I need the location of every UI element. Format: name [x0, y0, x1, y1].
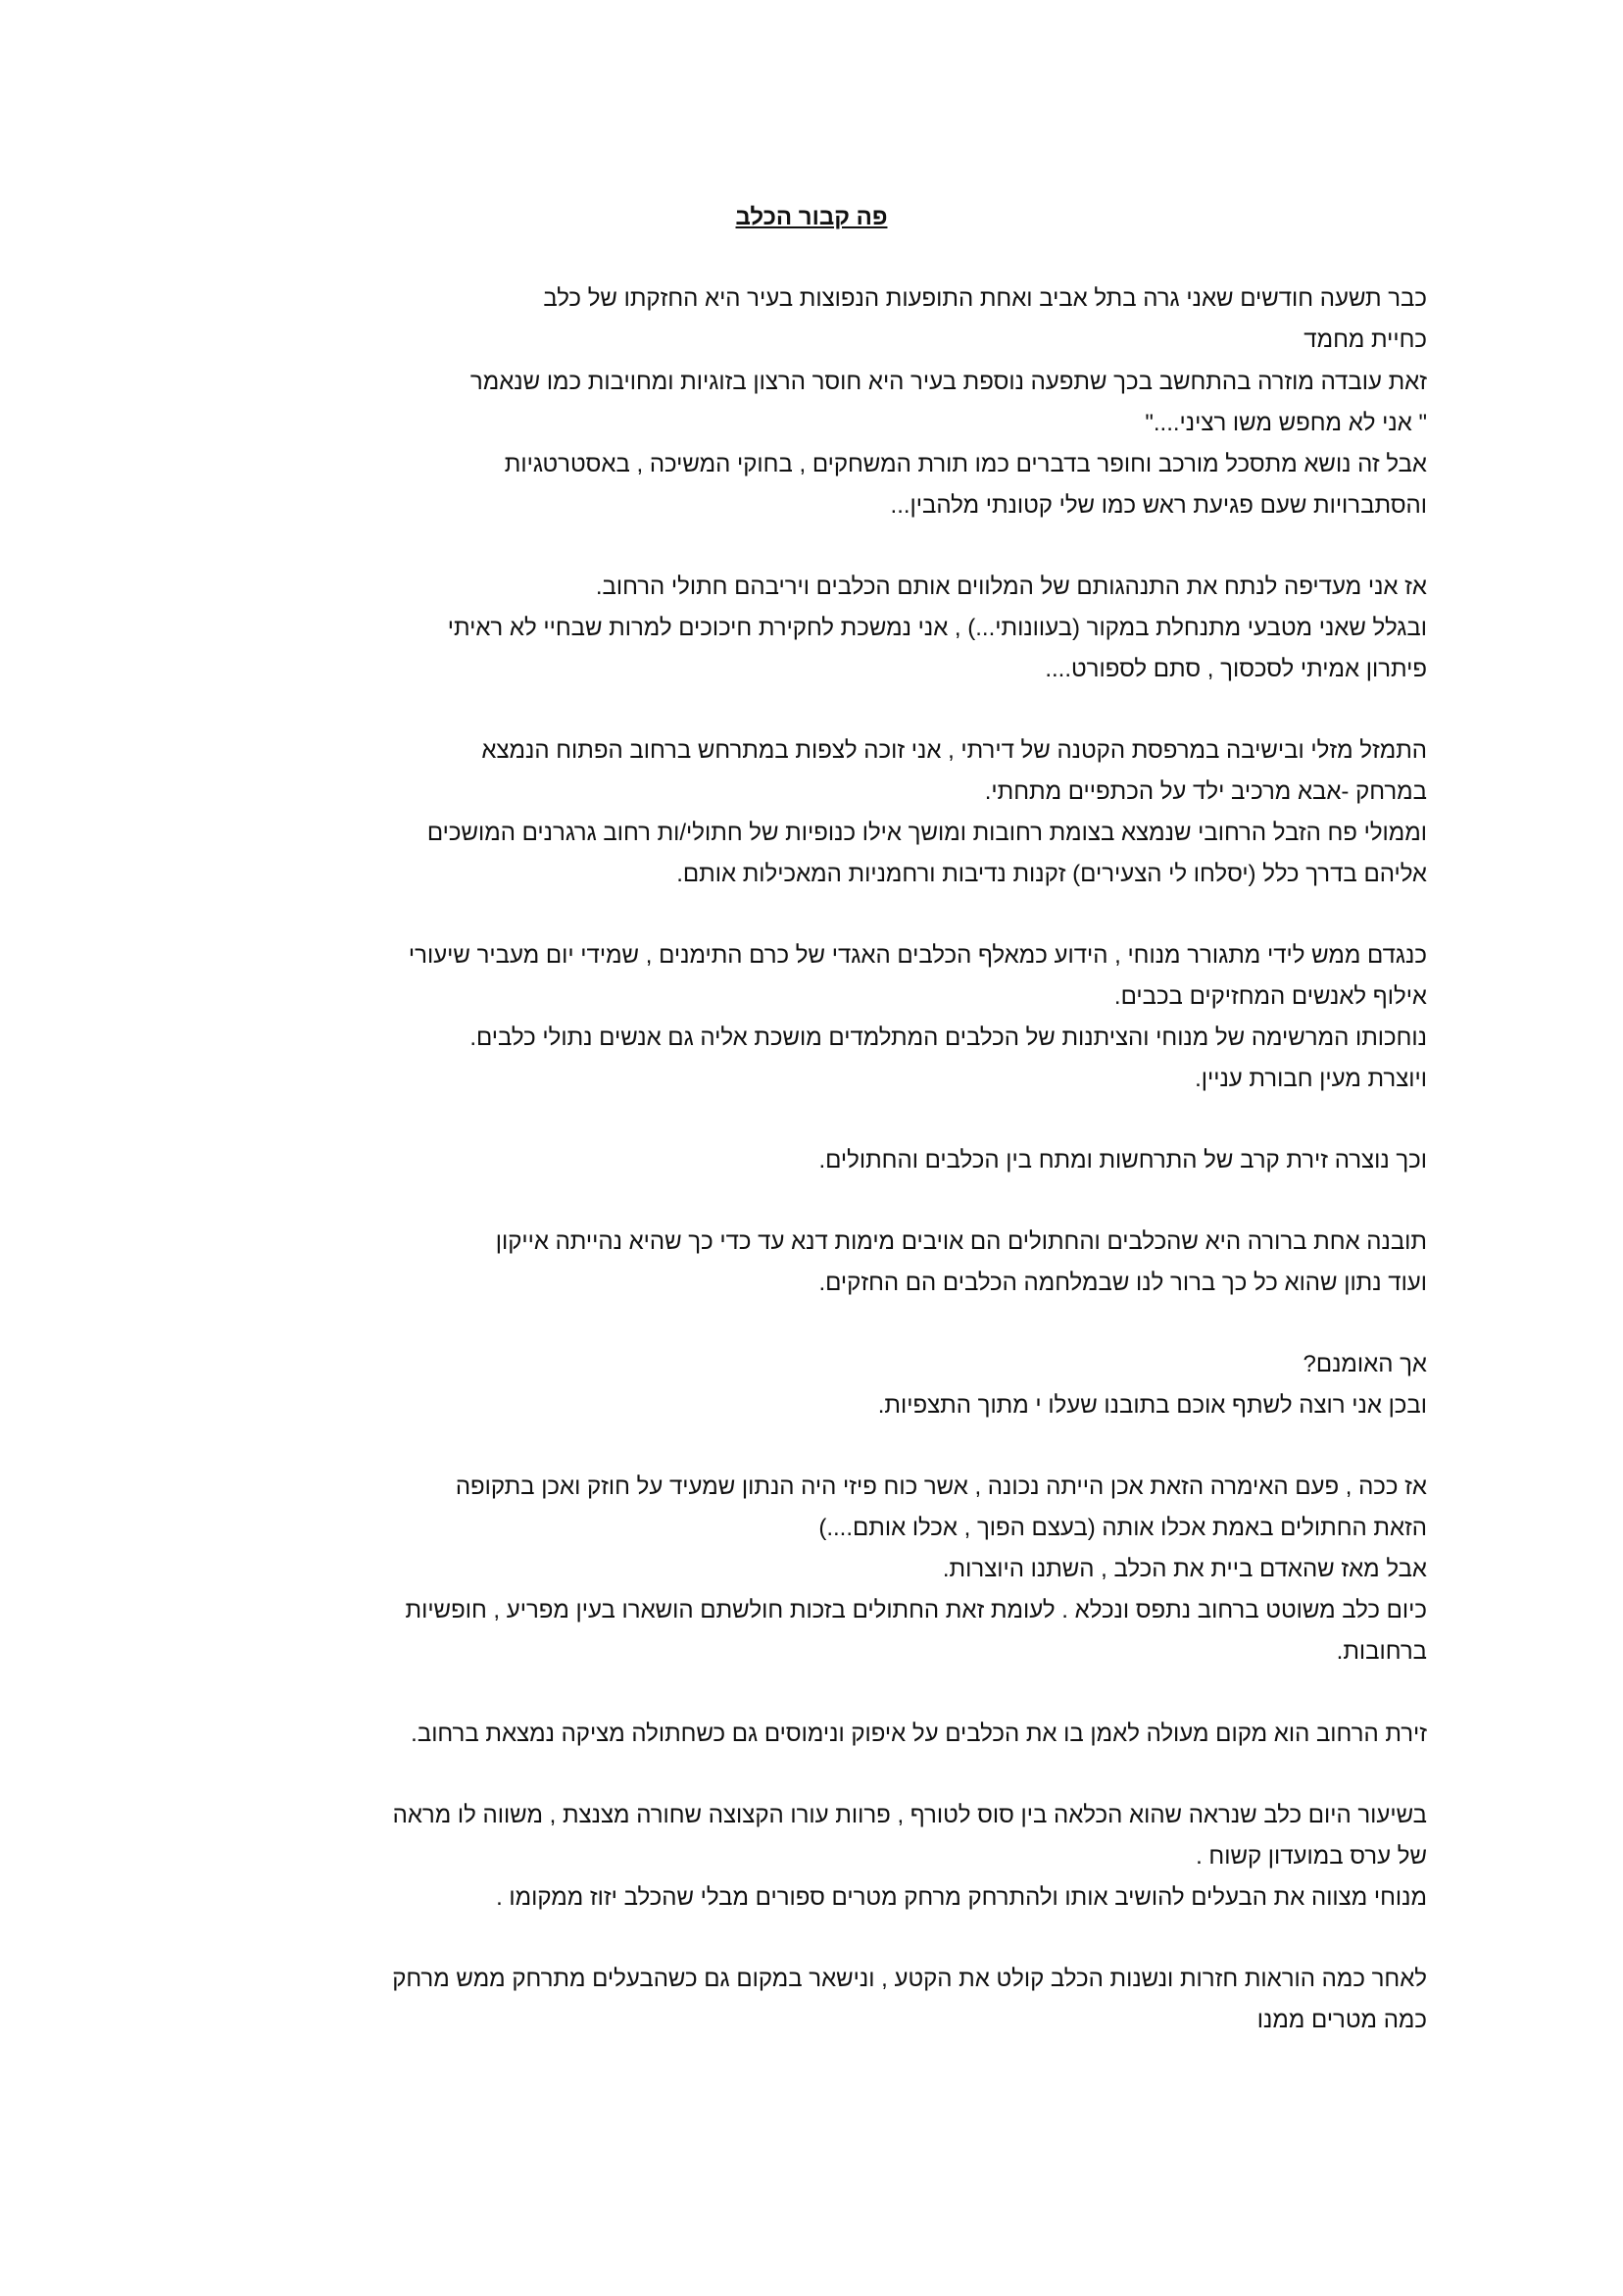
text-line: ויוצרת מעין חבורת עניין.: [1195, 1066, 1427, 1092]
text-line: פיתרון אמיתי לסכסוך , סתם לספורט....: [1045, 656, 1427, 682]
text-line: ועוד נתון שהוא כל כך ברור לנו שבמלחמה הכלבים הם החזקים.: [818, 1270, 1427, 1296]
text-line: אז ככה , פעם האימרה הזאת אכן הייתה נכונה , אשר כוח פיזי היה הנתון שמעיד על חוזק ואכן בתקופה: [455, 1473, 1427, 1500]
text-line: אבל מאז שהאדם ביית את הכלב , השתנו היוצרות.: [942, 1556, 1427, 1582]
text-line: הזאת החתולים באמת אכלו אותה (בעצם הפוך , אכלו אותם....): [818, 1515, 1427, 1541]
text-line: כיום כלב משוטט ברחוב נתפס ונכלא . לעומת זאת החתולים בזכות חולשתם הושארו בעין מפריע , חופשיות: [405, 1597, 1427, 1623]
text-line: כבר תשעה חודשים שאני גרה בתל אביב ואחת התופעות הנפוצות בעיר היא החזקתו של כלב: [543, 285, 1427, 312]
text-line: בשיעור היום כלב שנראה שהוא הכלאה בין סוס לטורף , פרוות עורו הקצוצה שחורה מצנצת , משווה לו מראה: [392, 1802, 1427, 1828]
page-title: פה קבור הכלב: [735, 204, 888, 230]
text-line: זאת עובדה מוזרה בהתחשב בכך שתפעה נוספת בעיר היא חוסר הרצון בזוגיות ומחויבות כמו שנאמר: [469, 369, 1427, 395]
text-line: מנוחי מצווה את הבעלים להושיב אותו ולהתרחק מרחק מטרים ספורים מבלי שהכלב יזוז ממקומו .: [496, 1884, 1427, 1911]
text-line: התמזל מזלי ובישיבה במרפסת הקטנה של דירתי , אני זוכה לצפות במתרחש ברחוב הפתוח הנמצא: [481, 737, 1427, 764]
text-line: " אני לא מחפש משו רציני....": [1145, 410, 1427, 436]
text-line: של ערס במועדון קשוח .: [1196, 1843, 1427, 1870]
text-line: וכך נוצרה זירת קרב של התרחשות ומתח בין הכלבים והחתולים.: [818, 1147, 1427, 1173]
text-line: לאחר כמה הוראות חזרות ונשנות הכלב קולט את הקטע , ונישאר במקום גם כשהבעלים מתרחק ממש מרחק: [392, 1966, 1427, 1992]
text-line: והסתברויות שעם פגיעת ראש כמו שלי קטונתי מלהבין...: [890, 492, 1427, 519]
text-line: זירת הרחוב הוא מקום מעולה לאמן בו את הכלבים על איפוק ונימוסים גם כשחתולה מציקה נמצאת ברחוב.: [411, 1721, 1427, 1747]
text-line: ברחובות.: [1336, 1638, 1427, 1665]
text-line: תובנה אחת ברורה היא שהכלבים והחתולים הם אויבים מימות דנא עד כדי כך שהיא נהייתה אייקון: [495, 1228, 1427, 1255]
text-line: אליהם בדרך כלל (יסלחו לי הצעירים) זקנות נדיבות ורחמניות המאכילות אותם.: [676, 861, 1427, 887]
text-line: כנגדם ממש לידי מתגורר מנוחי , הידוע כמאלף הכלבים האגדי של כרם התימנים , שמידי יום מעביר שיעורי: [408, 942, 1427, 969]
text-line: ובגלל שאני מטבעי מתנחלת במקור (בעוונותי...) , אני נמשכת לחקירת חיכוכים למרות שבחיי לא ראיתי: [447, 615, 1427, 641]
text-line: אז אני מעדיפה לנתח את התנהגותם של המלווים אותם הכלבים ויריבהם חתולי הרחוב.: [595, 574, 1427, 600]
text-line: וממולי פח הזבל הרחובי שנמצא בצומת רחובות ומושך אילו כנופיות של חתולי/ות רחוב גרגרנים המושכים: [426, 820, 1427, 846]
text-line: ובכן אני רוצה לשתף אוכם בתובנו שעלו י מתוך התצפיות.: [877, 1392, 1427, 1419]
text-line: נוחכותו המרשימה של מנוחי והציתנות של הכלבים המתלמדים מושכת אליה גם אנשים נתולי כלבים.: [469, 1024, 1427, 1051]
text-line: במרחק -אבא מרכיב ילד על הכתפיים מתחתי.: [984, 778, 1427, 805]
text-line: כמה מטרים ממנו: [1256, 2007, 1427, 2033]
text-line: אילוף לאנשים המחזיקים בכבים.: [1113, 983, 1427, 1010]
text-line: כחיית מחמד: [1303, 326, 1427, 353]
text-line: אך האומנם?: [1303, 1351, 1427, 1377]
text-line: אבל זה נושא מתסכל מורכב וחופר בדברים כמו תורת המשחקים , בחוקי המשיכה , באסטרטגיות: [504, 451, 1427, 477]
